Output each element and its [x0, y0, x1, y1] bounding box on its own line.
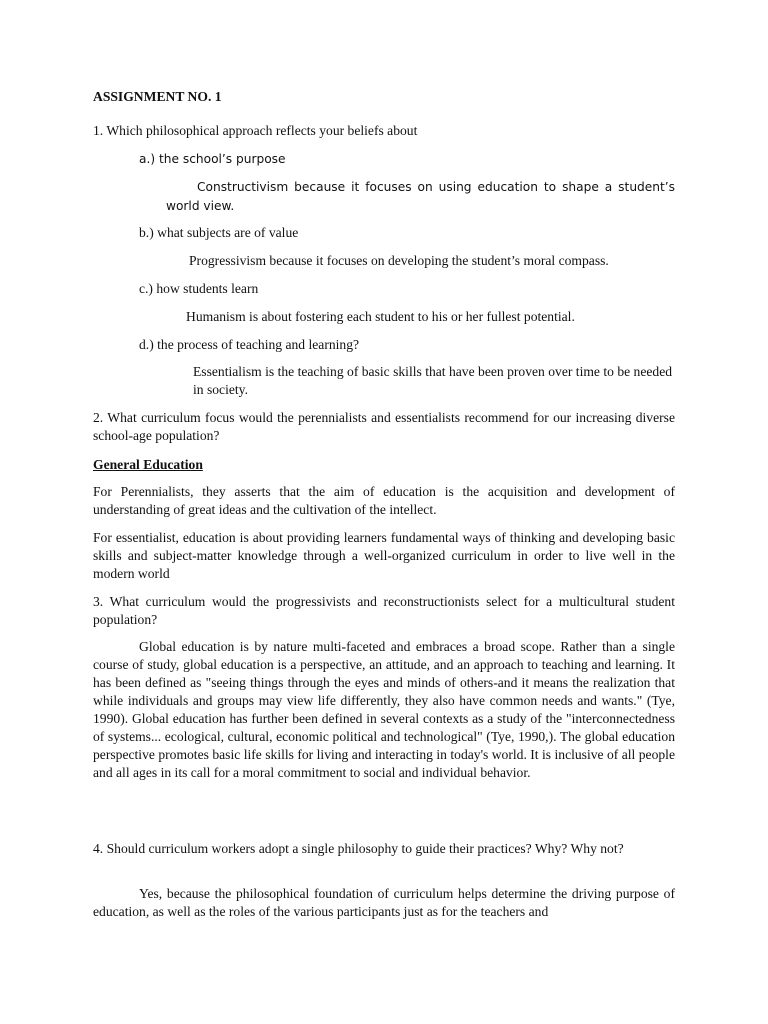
- question-2: 2. What curriculum focus would the perennialists and essentialists recommend for our increasing diverse school-age population?: [93, 410, 675, 443]
- essentialists-paragraph: For essentialist, education is about providing learners fundamental ways of thinking and developing basic skills and subject-matter knowledge through a well-organized curriculum in order to live well in the modern world: [93, 530, 675, 581]
- question-1a-answer: Constructivism because it focuses on using education to shape a student’s world view.: [166, 180, 675, 213]
- question-1: 1. Which philosophical approach reflects your beliefs about: [93, 123, 418, 138]
- question-1d-label: d.) the process of teaching and learning?: [139, 337, 360, 352]
- assignment-title: ASSIGNMENT NO. 1: [93, 89, 222, 104]
- general-education-heading: General Education: [93, 457, 203, 472]
- perennialists-paragraph: For Perennialists, they asserts that the aim of education is the acquisition and development of understanding of great ideas and the cultivation of the intellect.: [93, 484, 675, 517]
- question-1b-label: b.) what subjects are of value: [139, 225, 299, 240]
- question-1c-answer: Humanism is about fostering each student to his or her fullest potential.: [186, 309, 575, 324]
- question-3: 3. What curriculum would the progressivists and reconstructionists select for a multicultural student population?: [93, 594, 675, 627]
- question-1d-answer: Essentialism is the teaching of basic skills that have been proven over time to be needed in society.: [193, 364, 673, 397]
- global-education-paragraph: Global education is by nature multi-faceted and embraces a broad scope. Rather than a single course of study, global education is a perspective, an attitude, and an approach to teaching and learning. It has been defined as "seeing things through the eyes and minds of others-and it means the realization that while individuals and groups may view life differently, they also have common needs and wants." (Tye, 1990). Global education has further been defined in several contexts as a study of the "interconnectedness of systems... ecological, cultural, economic political and technological" (Tye, 1990,). The global education perspective promotes basic life skills for living and interacting in today's world. It is inclusive of all people and all ages in its call for a moral commitment to social and individual behavior.: [93, 639, 675, 780]
- question-1b-answer: Progressivism because it focuses on developing the student’s moral compass.: [189, 253, 609, 268]
- question-1a-label: a.) the school’s purpose: [139, 152, 286, 166]
- question-4: 4. Should curriculum workers adopt a single philosophy to guide their practices? Why? Why not?: [93, 841, 624, 856]
- question-4-answer: Yes, because the philosophical foundation of curriculum helps determine the driving purpose of education, as well as the roles of the various participants just as for the teachers and: [93, 886, 675, 919]
- question-1c-label: c.) how students learn: [139, 281, 259, 296]
